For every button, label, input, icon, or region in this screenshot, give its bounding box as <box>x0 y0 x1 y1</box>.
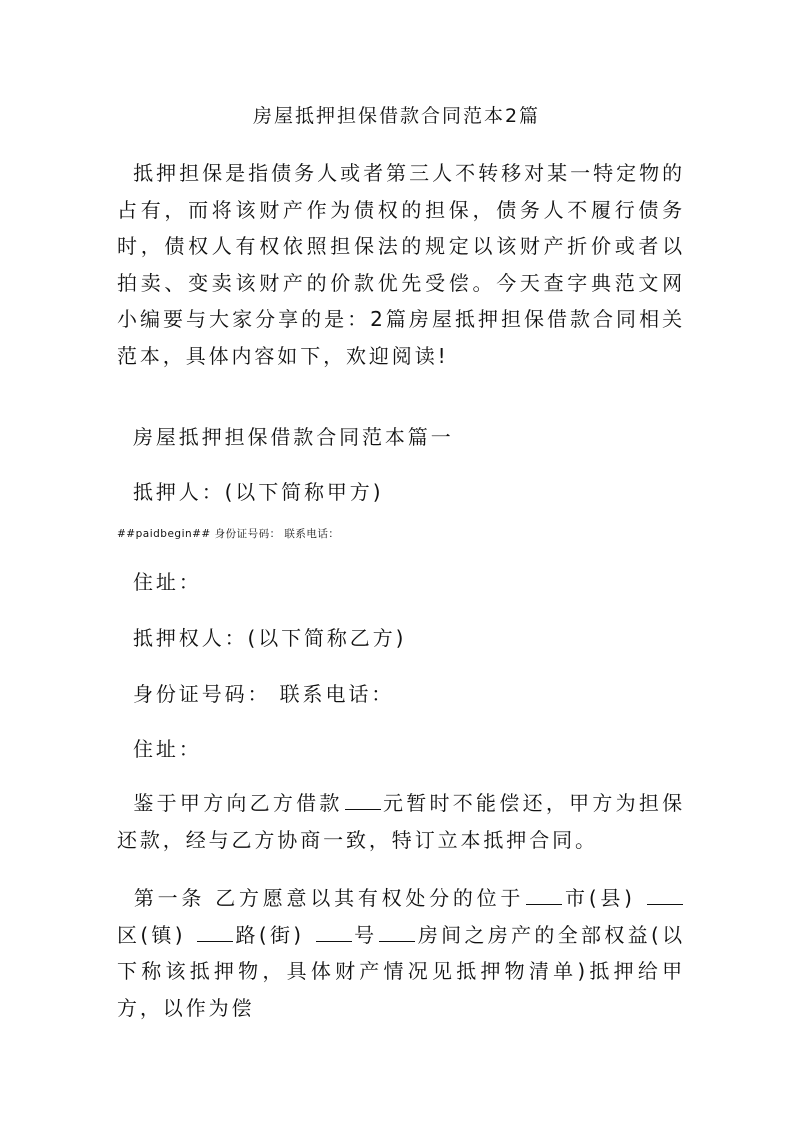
recital-paragraph <box>117 785 685 858</box>
address-label-2-text: 住址： <box>133 737 202 761</box>
blank-line <box>197 940 233 942</box>
address-label-1 <box>117 568 202 596</box>
article-1-text-1: 第一条 乙方愿意以其有权处分的位于 <box>133 886 525 910</box>
intro-text: 抵押担保是指债务人或者第三人不转移对某一特定物的占有，而将该财产作为债权的担保，债务人不履行债务时，债权人有权依照担保法的规定以该财产折价或者以拍卖、变卖该财产的价款优先受偿。今天查字典范文网小编要与大家分享的是：2篇房屋抵押担保借款合同相关范本，具体内容如下，欢迎阅读! <box>117 161 685 368</box>
article-1-text-4: 路(街) <box>235 922 304 947</box>
id-phone-label <box>117 680 394 708</box>
mortgagee-label-text: 抵押权人：(以下简称乙方) <box>133 626 407 650</box>
blank-line <box>379 940 415 942</box>
article-1-text-3: 区(镇) <box>117 922 186 947</box>
address-label-1-text: 住址： <box>133 570 202 594</box>
blank-line <box>526 903 562 905</box>
blank-line <box>345 808 381 810</box>
section-heading <box>117 423 454 451</box>
recital-text-2: 元暂时不能偿还，甲方为担保还款，经与乙方协商一致，特订立本抵押合同。 <box>117 791 685 852</box>
paid-marker-line: ##paidbegin## 身份证号码： 联系电话： <box>117 528 340 540</box>
article-1-text-5: 号 <box>353 922 378 947</box>
address-label-2 <box>117 735 202 763</box>
article-1-text-2: 市(县) <box>564 886 635 910</box>
mortgagor-label-text: 抵押人：(以下简称甲方) <box>133 480 384 504</box>
intro-paragraph <box>117 155 685 374</box>
mortgagee-label <box>117 624 406 652</box>
id-phone-label-text: 身份证号码： 联系电话： <box>133 682 395 706</box>
mortgagor-label <box>117 478 383 506</box>
article-1-text-6: 房间之房产的全部权益(以下称该抵押物，具体财产情况见抵押物清单)抵押给甲方，以作为偿 <box>117 922 685 1020</box>
blank-line <box>647 903 683 905</box>
document-title: 房屋抵押担保借款合同范本2篇 <box>252 105 541 127</box>
recital-text-1: 鉴于甲方向乙方借款 <box>133 791 343 815</box>
section-heading-text: 房屋抵押担保借款合同范本篇一 <box>133 425 454 449</box>
article-1-paragraph <box>117 880 685 1026</box>
blank-line <box>316 940 352 942</box>
